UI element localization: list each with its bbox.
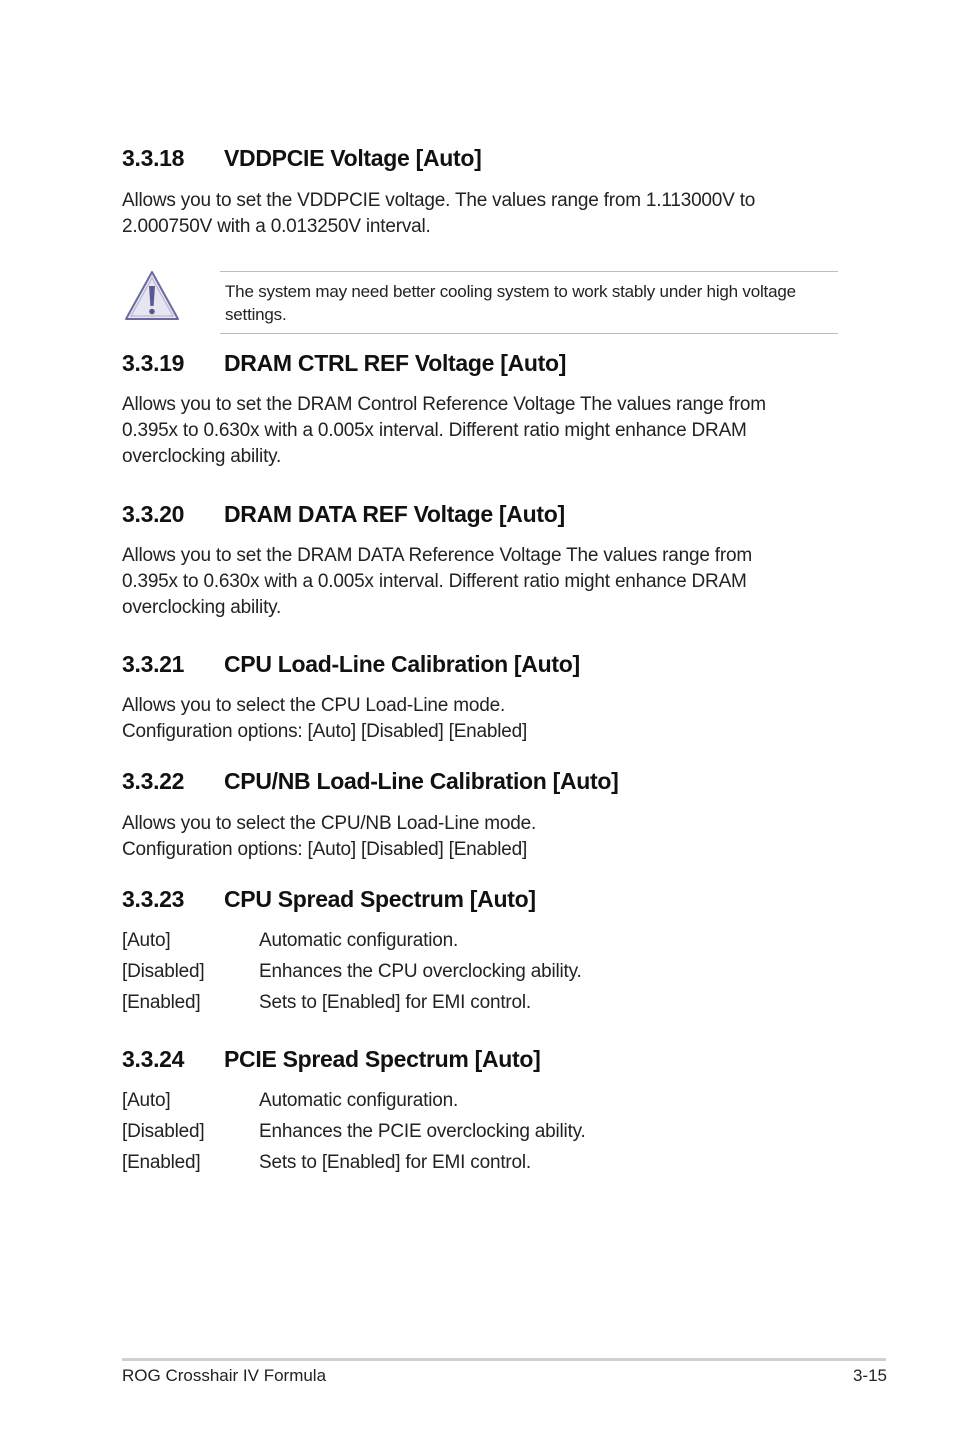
section-number: 3.3.23 (122, 886, 185, 912)
body-line: 2.000750V with a 0.013250V interval. (122, 216, 431, 237)
warning-triangle-icon (124, 269, 180, 323)
section-title: PCIE Spread Spectrum [Auto] (224, 1046, 541, 1072)
section-title: DRAM CTRL REF Voltage [Auto] (224, 350, 567, 376)
body-line: overclocking ability. (122, 446, 282, 467)
option-description: Sets to [Enabled] for EMI control. (259, 992, 532, 1013)
option-description: Automatic configuration. (259, 1090, 459, 1111)
section-body-3-3-20 (122, 543, 752, 621)
option-description: Automatic configuration. (259, 930, 459, 951)
option-key: [Enabled] (122, 1152, 201, 1173)
section-title: CPU/NB Load-Line Calibration [Auto] (224, 768, 619, 794)
caution-note (122, 265, 838, 335)
option-key: [Auto] (122, 930, 171, 951)
option-description: Enhances the CPU overclocking ability. (259, 961, 582, 982)
section-body-3-3-21 (122, 693, 527, 745)
section-body-3-3-18 (122, 188, 755, 240)
body-line: Configuration options: [Auto] [Disabled] [Enabled] (122, 839, 528, 860)
section-title: CPU Spread Spectrum [Auto] (224, 886, 536, 912)
option-key: [Disabled] (122, 961, 205, 982)
section-number: 3.3.21 (122, 651, 185, 677)
section-title: VDDPCIE Voltage [Auto] (224, 145, 482, 171)
body-line: Allows you to set the DRAM DATA Reference Voltage The values range from (122, 545, 753, 566)
section-body-3-3-22 (122, 811, 536, 863)
section-number: 3.3.19 (122, 350, 185, 376)
section-number: 3.3.22 (122, 768, 185, 794)
body-line: Allows you to set the DRAM Control Reference Voltage The values range from (122, 394, 766, 415)
footer-rule (122, 1358, 886, 1361)
footer-manual-title: ROG Crosshair IV Formula (122, 1366, 327, 1385)
body-line: 0.395x to 0.630x with a 0.005x interval. Different ratio might enhance DRAM (122, 571, 747, 592)
body-line: 0.395x to 0.630x with a 0.005x interval. Different ratio might enhance DRAM (122, 420, 747, 441)
note-line: settings. (225, 305, 287, 324)
option-key: [Enabled] (122, 992, 201, 1013)
option-description: Sets to [Enabled] for EMI control. (259, 1152, 532, 1173)
section-title: CPU Load-Line Calibration [Auto] (224, 651, 580, 677)
footer-page-number: 3-15 (852, 1366, 887, 1385)
body-line: overclocking ability. (122, 597, 282, 618)
body-line: Allows you to select the CPU Load-Line mode. (122, 695, 506, 716)
section-number: 3.3.18 (122, 145, 185, 171)
section-body-3-3-19 (122, 392, 766, 470)
option-key: [Auto] (122, 1090, 171, 1111)
section-number: 3.3.20 (122, 501, 185, 527)
body-line: Allows you to set the VDDPCIE voltage. The values range from 1.113000V to (122, 190, 756, 211)
option-key: [Disabled] (122, 1121, 205, 1142)
note-text (225, 280, 835, 326)
body-line: Configuration options: [Auto] [Disabled] [Enabled] (122, 721, 528, 742)
note-line: The system may need better cooling system to work stably under high voltage (225, 282, 796, 301)
note-bottom-rule (220, 333, 838, 334)
option-description: Enhances the PCIE overclocking ability. (259, 1121, 586, 1142)
section-title: DRAM DATA REF Voltage [Auto] (224, 501, 565, 527)
body-line: Allows you to select the CPU/NB Load-Line mode. (122, 813, 537, 834)
section-number: 3.3.24 (122, 1046, 185, 1072)
note-top-rule (220, 271, 838, 272)
